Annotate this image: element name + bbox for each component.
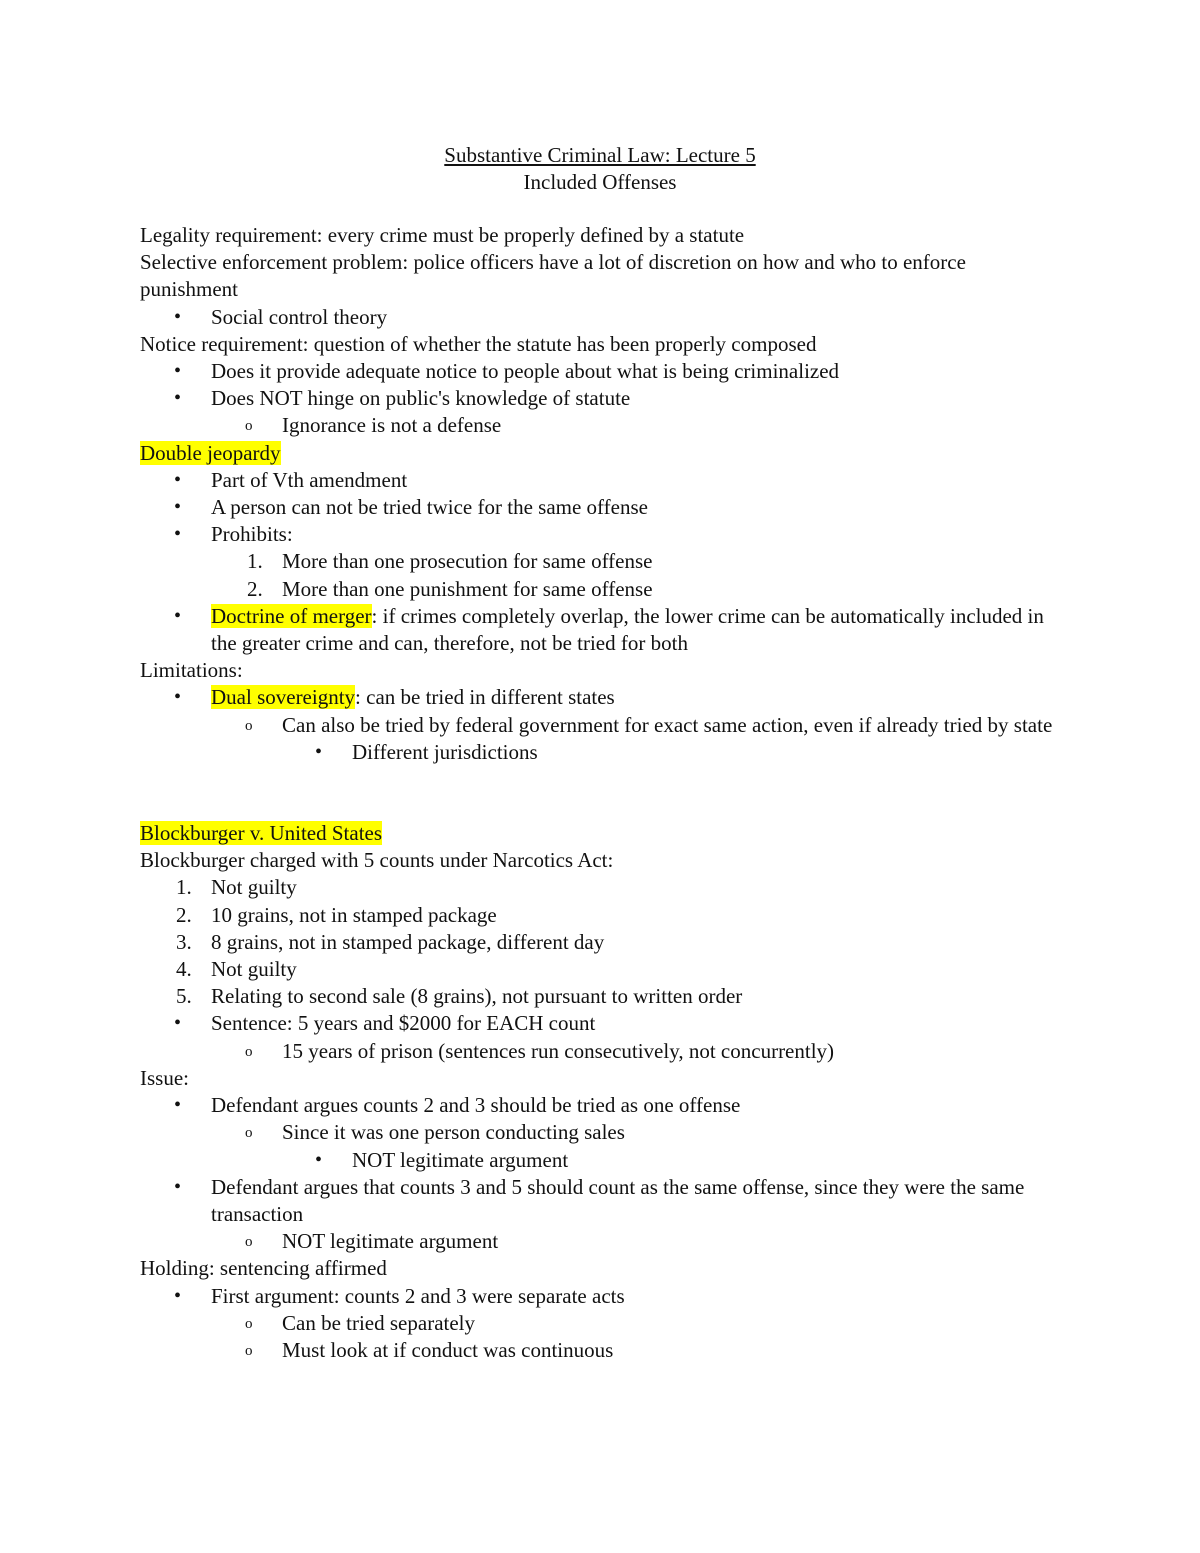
item-text: Relating to second sale (8 grains), not pursuant to written order [211,984,743,1009]
numbered-item [140,576,1060,603]
numbered-item [140,929,1060,956]
circle-bullet-icon: o [245,1234,253,1251]
text-line: Limitations: [140,658,243,683]
text-line: Holding: sentencing affirmed [140,1256,387,1281]
bullet-text: Social control theory [211,304,388,329]
item-text: More than one prosecution for same offense [282,549,653,574]
sub-bullet-item [140,1038,1060,1065]
bullet-item [140,467,1060,494]
bullet-icon: • [174,686,182,709]
item-number: 1. [247,549,263,574]
section-heading [140,440,1060,467]
sub-bullet-item [140,1228,1060,1255]
sub-sub-bullet-item [140,1147,1060,1174]
bullet-item [140,1283,1060,1310]
bullet-text: Part of Vth amendment [211,467,408,492]
bullet-item [140,385,1060,412]
bullet-text: Different jurisdictions [352,739,538,764]
bullet-icon: • [315,740,323,763]
bullet-item [140,494,1060,521]
bullet-text: Sentence: 5 years and $2000 for EACH count [211,1011,596,1036]
item-number: 4. [176,957,192,982]
document-subtitle: Included Offenses [523,170,677,194]
bullet-icon: • [174,1175,182,1198]
bullet-icon: • [174,1284,182,1307]
sub-bullet-item [140,412,1060,439]
sub-bullet-item [140,1310,1060,1337]
circle-bullet-icon: o [245,1315,253,1332]
bullet-item [140,684,1060,711]
circle-bullet-icon: o [245,418,253,435]
bullet-icon: • [315,1148,323,1171]
bullet-icon: • [174,468,182,491]
bullet-icon: • [174,1094,182,1117]
bullet-text: Does it provide adequate notice to people about what is being criminalized [211,359,840,384]
bullet-text: Prohibits: [211,522,293,547]
bullet-text: Can also be tried by federal government for exact same action, even if already tried by state [282,712,1053,737]
text-line: Issue: [140,1065,189,1090]
bullet-text: Since it was one person conducting sales [282,1120,625,1145]
bullet-text: : can be tried in different states [355,685,615,710]
bullet-item [140,1174,1060,1228]
bullet-text: Must look at if conduct was continuous [282,1337,614,1362]
bullet-item [140,358,1060,385]
document-title: Substantive Criminal Law: Lecture 5 [444,143,756,167]
bullet-text: Defendant argues counts 2 and 3 should be tried as one offense [211,1093,741,1118]
numbered-item [140,902,1060,929]
bullet-icon: • [174,523,182,546]
bullet-text: First argument: counts 2 and 3 were separate acts [211,1283,625,1308]
bullet-item [140,521,1060,548]
bullet-item [140,1010,1060,1037]
bullet-text: Does NOT hinge on public's knowledge of statute [211,386,631,411]
circle-bullet-icon: o [245,1043,253,1060]
notes-body [140,222,1060,1364]
item-text: Not guilty [211,875,297,900]
item-number: 2. [247,576,263,601]
item-number: 5. [176,984,192,1009]
item-number: 1. [176,875,192,900]
bullet-icon: • [174,1012,182,1035]
bullet-text: 15 years of prison (sentences run consecutively, not concurrently) [282,1038,835,1063]
item-text: Not guilty [211,957,297,982]
bullet-icon: • [174,305,182,328]
numbered-item [140,874,1060,901]
section-heading [140,820,1060,847]
circle-bullet-icon: o [245,1125,253,1142]
bullet-text: A person can not be tried twice for the same offense [211,495,648,520]
numbered-item [140,548,1060,575]
sub-bullet-item [140,712,1060,739]
sub-bullet-item [140,1119,1060,1146]
numbered-item [140,983,1060,1010]
bullet-icon: • [174,387,182,410]
bullet-text: Defendant argues that counts 3 and 5 should count as the same offense, since they were the same transaction [211,1174,1025,1226]
bullet-item [140,304,1060,331]
sub-bullet-item [140,1337,1060,1364]
highlighted-term: Doctrine of merger [211,603,372,628]
item-number: 3. [176,929,192,954]
spacer [140,766,1060,820]
sub-sub-bullet-item [140,739,1060,766]
bullet-icon: • [174,496,182,519]
bullet-text: NOT legitimate argument [282,1229,499,1254]
item-number: 2. [176,902,192,927]
bullet-text: Can be tried separately [282,1310,475,1335]
text-line: Notice requirement: question of whether the statute has been properly composed [140,331,817,356]
bullet-item [140,603,1060,657]
text-line: Blockburger charged with 5 counts under Narcotics Act: [140,848,614,873]
item-text: 8 grains, not in stamped package, different day [211,929,605,954]
bullet-text: Ignorance is not a defense [282,413,502,438]
bullet-item [140,1092,1060,1119]
title-block [0,142,1200,196]
item-text: 10 grains, not in stamped package [211,902,497,927]
bullet-icon: • [174,360,182,383]
bullet-text: : if crimes completely overlap, the lower crime can be automatically included in the greater crime and can, therefore, not be tried for both [211,603,1044,656]
circle-bullet-icon: o [245,717,253,734]
circle-bullet-icon: o [245,1342,253,1359]
bullet-icon: • [174,604,182,627]
highlighted-heading: Blockburger v. United States [140,821,383,846]
bullet-text: NOT legitimate argument [352,1147,569,1172]
highlighted-heading: Double jeopardy [140,440,281,465]
text-line: Selective enforcement problem: police officers have a lot of discretion on how and who to enforce punishment [140,250,966,302]
highlighted-term: Dual sovereignty [211,685,356,710]
item-text: More than one punishment for same offense [282,576,653,601]
numbered-item [140,956,1060,983]
text-line: Legality requirement: every crime must be properly defined by a statute [140,223,745,247]
